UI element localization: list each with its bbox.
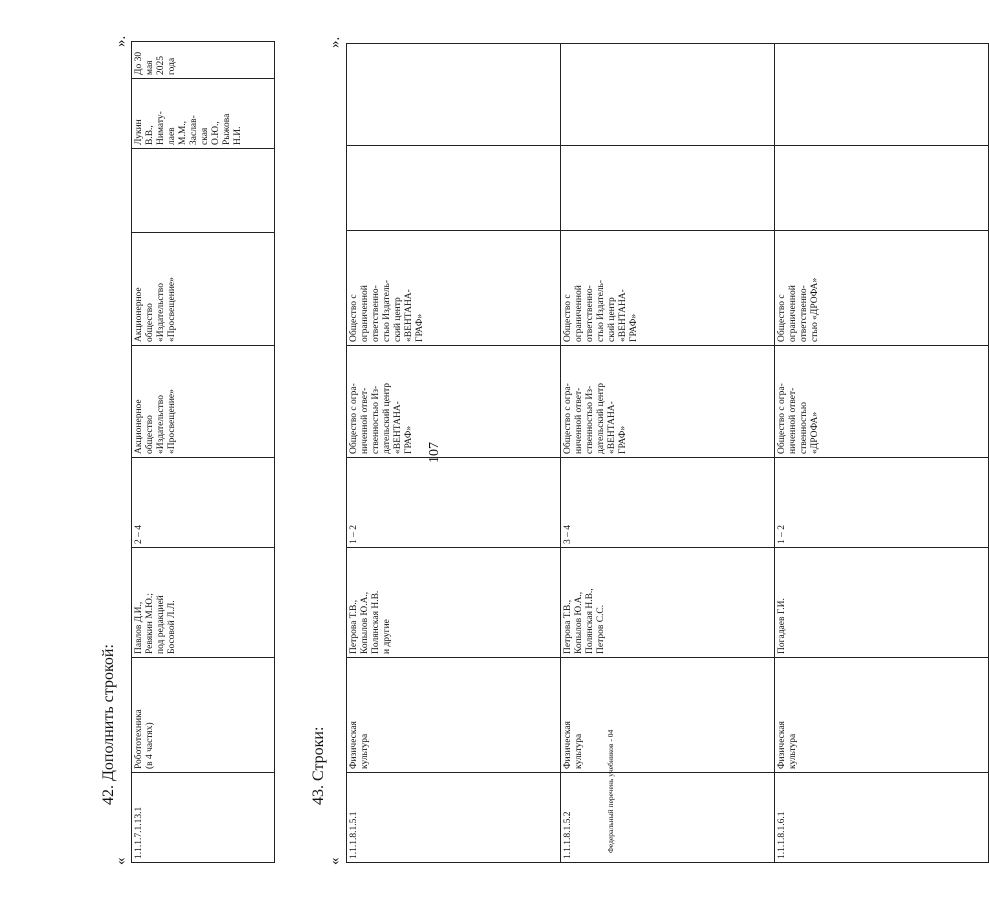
cell-legal-entity: Общество с ограниченной ответственно- стью Издатель- ский центр «ВЕНТАНА- ГРАФ» [347,231,561,346]
section-43-open-quote: « [327,857,343,865]
section-43-heading: 43. Строки: [310,726,327,805]
cell-publisher: Общество с огра- ниченной ответ- ственностью «ДРОФА» [775,346,989,458]
cell-publisher: Общество с огра- ниченной ответ- ственностью Из- дательский центр «ВЕНТАНА- ГРАФ» [561,346,775,458]
page-number: 107 [427,442,442,463]
cell-experts [347,44,561,146]
section-43-close-quote: ». [327,36,343,48]
cell-valid-until: До 30 мая 2025 года [132,42,275,79]
footer-text: Федеральный перечень учебников - 04 [606,729,615,853]
cell-experts [561,44,775,146]
cell-authors: Павлов Д.И., Ревякин М.Ю.; под редакцией Босовой Л.Л. [132,548,275,658]
cell-grades: 1 – 2 [347,458,561,548]
cell-experts [775,44,989,146]
cell-code: 1.1.1.7.1.13.1 [132,773,275,863]
cell-authors: Петрова Т.В., Копылов Ю.А., Полянская Н.В., Петров С.С. [561,548,775,658]
cell-empty [347,146,561,231]
cell-code: 1.1.1.8.1.5.2 [561,773,775,863]
cell-grades: 3 – 4 [561,458,775,548]
section-42-open-quote: « [113,857,129,865]
cell-legal-entity: Акционерное общество «Издательство «Просвещение» [132,233,275,346]
cell-legal-entity: Общество с ограниченной ответственно- стью Издатель- ский центр «ВЕНТАНА- ГРАФ» [561,231,775,346]
section-42-table [131,41,275,863]
cell-empty [775,146,989,231]
cell-publisher: Общество с огра- ниченной ответ- ственностью Из- дательский центр «ВЕНТАНА- ГРАФ» [347,346,561,458]
cell-empty [561,146,775,231]
cell-title: Физическая культура [775,658,989,773]
table-row [132,42,275,863]
cell-title: Физическая культура [347,658,561,773]
table-row [561,44,775,863]
section-42-close-quote: ». [113,35,129,47]
table-row [775,44,989,863]
cell-authors: Погадаев Г.И. [775,548,989,658]
cell-publisher: Акционерное общество «Издательство «Просвещение» [132,346,275,458]
cell-code: 1.1.1.8.1.5.1 [347,773,561,863]
cell-title: Физическая культура [561,658,775,773]
cell-empty [132,149,275,233]
cell-authors: Петрова Т.В., Копылов Ю.А., Полянская Н.В. и другие [347,548,561,658]
table-row [347,44,561,863]
section-43-table [346,43,989,863]
cell-grades: 1 – 2 [775,458,989,548]
section-42-heading: 42. Дополнить строкой: [100,644,117,805]
cell-legal-entity: Общество с ограниченной ответственно- стью «ДРОФА» [775,231,989,346]
cell-grades: 2 – 4 [132,458,275,548]
cell-title: Робототехника (в 4 частях) [132,658,275,773]
cell-code: 1.1.1.8.1.6.1 [775,773,989,863]
cell-experts: Лукин В.В., Нимату- лаев М.М., Заслав- ская О.Ю., Рыжова Н.И. [132,79,275,149]
